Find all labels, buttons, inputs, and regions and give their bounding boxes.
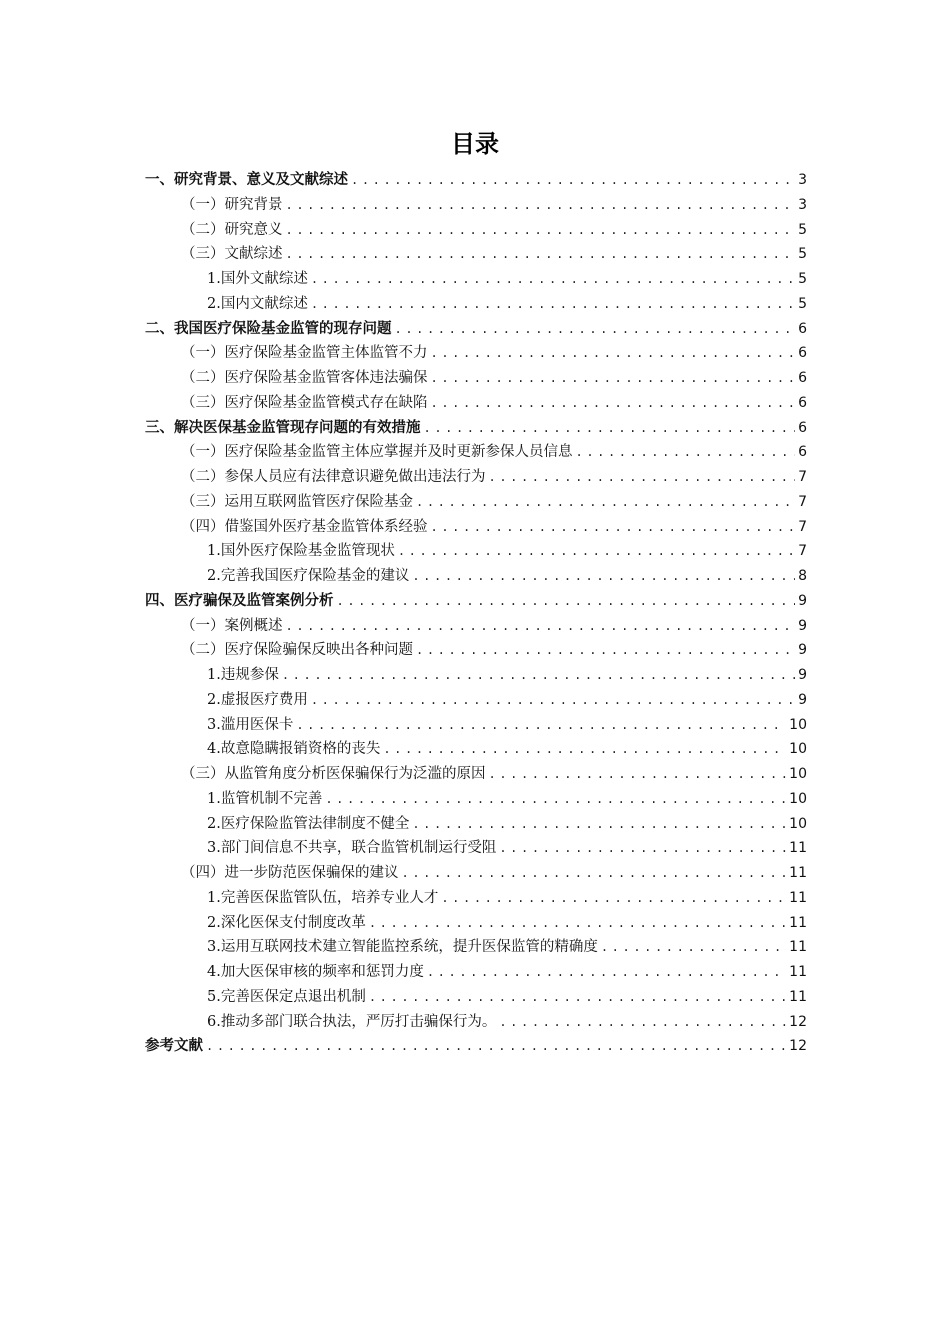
- toc-entry-label: （四）借鉴国外医疗基金监管体系经验: [181, 518, 428, 535]
- toc-entry-label: 5.完善医保定点退出机制: [207, 988, 366, 1005]
- toc-entry-page-number: 6: [798, 320, 807, 337]
- dot-leader: [286, 614, 796, 639]
- dot-leader: [282, 663, 795, 688]
- dot-leader: [431, 515, 796, 540]
- toc-entry[interactable]: [145, 341, 807, 366]
- dot-leader: [286, 218, 796, 243]
- toc-title: 目录: [451, 130, 499, 158]
- toc-entry-label: 2.完善我国医疗保险基金的建议: [207, 568, 410, 584]
- toc-entry[interactable]: [145, 465, 807, 490]
- toc-entry-page-number: 11: [789, 988, 807, 1005]
- toc-entry-page-number: 11: [789, 939, 807, 956]
- toc-entry-page-number: 7: [798, 493, 807, 510]
- toc-entry-page-number: 9: [798, 617, 807, 634]
- dot-leader: [412, 564, 795, 589]
- toc-entry-label: 3.运用互联网技术建立智能监控系统，提升医保监管的精确度: [207, 939, 598, 956]
- toc-entry-page-number: 9: [798, 691, 807, 708]
- toc-entry[interactable]: [145, 886, 807, 911]
- toc-entry[interactable]: [145, 539, 807, 564]
- toc-entry-page-number: 7: [798, 518, 807, 535]
- toc-entry-page-number: 10: [789, 741, 807, 758]
- dot-leader: [369, 911, 786, 936]
- toc-entry-page-number: 7: [798, 543, 807, 560]
- toc-entry[interactable]: [145, 589, 807, 614]
- toc-entry-label: （一）医疗保险基金监管主体应掌握并及时更新参保人员信息: [181, 444, 573, 461]
- toc-entry[interactable]: [145, 935, 807, 960]
- toc-entry-page-number: 10: [789, 766, 807, 782]
- toc-entry-label: 2.医疗保险监管法律制度不健全: [207, 815, 410, 832]
- toc-entry-label: 1.国外文献综述: [207, 271, 308, 287]
- dot-leader: [351, 168, 795, 193]
- toc-entry[interactable]: [145, 812, 807, 837]
- toc-entry[interactable]: [145, 638, 807, 663]
- toc-entry[interactable]: [145, 242, 807, 267]
- toc-entry[interactable]: [145, 267, 807, 292]
- dot-leader: [337, 589, 796, 614]
- toc-entry[interactable]: [145, 985, 807, 1010]
- toc-entry[interactable]: [145, 663, 807, 688]
- toc-entry[interactable]: [145, 688, 807, 713]
- toc-entry-label: （二）研究意义: [181, 221, 283, 238]
- toc-entry[interactable]: [145, 193, 807, 218]
- toc-entry-page-number: 5: [798, 295, 807, 312]
- toc-entry-label: 二、我国医疗保险基金监管的现存问题: [145, 320, 392, 337]
- toc-entry-label: 三、解决医保基金监管现存问题的有效措施: [145, 419, 421, 436]
- toc-entry-page-number: 5: [798, 271, 807, 287]
- toc-entry-page-number: 9: [798, 667, 807, 683]
- toc-entry-page-number: 10: [789, 790, 807, 807]
- toc-entry-page-number: 10: [789, 815, 807, 832]
- toc-entry-label: （一）案例概述: [181, 617, 283, 634]
- toc-entry-label: 四、医疗骗保及监管案例分析: [145, 592, 334, 609]
- dot-leader: [441, 886, 786, 911]
- dot-leader: [398, 539, 795, 564]
- dot-leader: [431, 391, 796, 416]
- dot-leader: [412, 812, 786, 837]
- toc-entry[interactable]: [145, 836, 807, 861]
- toc-entry[interactable]: [145, 1010, 807, 1035]
- toc-entry-page-number: 6: [798, 370, 807, 386]
- toc-entry-label: 1.监管机制不完善: [207, 790, 323, 807]
- toc-entry-label: 3.部门间信息不共享，联合监管机制运行受阻: [207, 840, 497, 857]
- dot-leader: [431, 366, 796, 391]
- toc-entry-page-number: 11: [789, 914, 807, 931]
- toc-entry[interactable]: [145, 960, 807, 985]
- toc-entry-page-number: 12: [789, 1013, 807, 1030]
- toc-entry-label: （一）医疗保险基金监管主体监管不力: [181, 345, 428, 362]
- toc-entry-page-number: 5: [798, 246, 807, 263]
- toc-entry-label: 1.完善医保监管队伍，培养专业人才: [207, 889, 439, 906]
- toc-entry-label: （二）医疗保险基金监管客体违法骗保: [181, 370, 428, 386]
- toc-entry[interactable]: [145, 440, 807, 465]
- toc-entry[interactable]: [145, 861, 807, 886]
- dot-leader: [286, 193, 796, 218]
- toc-entry[interactable]: [145, 515, 807, 540]
- toc-entry-label: 2.深化医保支付制度改革: [207, 914, 366, 931]
- toc-entry-page-number: 5: [798, 221, 807, 238]
- toc-entry-label: 4.故意隐瞒报销资格的丧失: [207, 741, 381, 758]
- toc-entry-label: 1.违规参保: [207, 667, 279, 683]
- dot-leader: [427, 960, 786, 985]
- toc-entry[interactable]: [145, 762, 807, 787]
- dot-leader: [424, 416, 796, 441]
- toc-entry-page-number: 6: [798, 419, 807, 436]
- toc-entry-page-number: 11: [789, 964, 807, 980]
- toc-entry[interactable]: [145, 1034, 807, 1059]
- toc-entry[interactable]: [145, 292, 807, 317]
- toc-entry-page-number: 11: [789, 889, 807, 906]
- toc-entry-label: 2.国内文献综述: [207, 295, 308, 312]
- dot-leader: [576, 440, 796, 465]
- toc-entry[interactable]: [145, 787, 807, 812]
- toc-entry-label: 一、研究背景、意义及文献综述: [145, 172, 348, 188]
- toc-entry-page-number: 9: [798, 642, 807, 659]
- toc-entry-page-number: 12: [789, 1038, 807, 1055]
- toc-entry[interactable]: [145, 218, 807, 243]
- toc-entry-page-number: 11: [789, 840, 807, 857]
- toc-entry-page-number: 9: [798, 592, 807, 609]
- toc-entry[interactable]: [145, 614, 807, 639]
- toc-entry-page-number: 3: [798, 196, 807, 213]
- toc-entry[interactable]: [145, 168, 807, 193]
- dot-leader: [206, 1034, 786, 1059]
- toc-entry-label: （三）从监管角度分析医保骗保行为泛滥的原因: [181, 766, 486, 782]
- toc-entry[interactable]: [145, 391, 807, 416]
- dot-leader: [499, 1010, 786, 1035]
- toc-entry-label: 参考文献: [145, 1038, 203, 1055]
- dot-leader: [489, 465, 796, 490]
- toc-entry-label: 1.国外医疗保险基金监管现状: [207, 543, 395, 560]
- toc-entry-page-number: 6: [798, 345, 807, 362]
- dot-leader: [296, 713, 786, 738]
- toc-entry[interactable]: [145, 564, 807, 589]
- toc-entry[interactable]: [145, 416, 807, 441]
- toc-entry-page-number: 3: [798, 172, 807, 188]
- toc-entry-label: （三）运用互联网监管医疗保险基金: [181, 493, 413, 510]
- dot-leader: [311, 688, 795, 713]
- toc-entry-label: （二）参保人员应有法律意识避免做出违法行为: [181, 469, 486, 485]
- toc-entry-label: 3.滥用医保卡: [207, 716, 294, 733]
- table-of-contents: [145, 168, 807, 1059]
- dot-leader: [499, 836, 786, 861]
- toc-entry-label: 4.加大医保审核的频率和惩罚力度: [207, 964, 424, 980]
- dot-leader: [369, 985, 786, 1010]
- toc-entry-label: 2.虚报医疗费用: [207, 691, 308, 708]
- toc-entry-label: （二）医疗保险骗保反映出各种问题: [181, 642, 413, 659]
- toc-entry[interactable]: [145, 911, 807, 936]
- toc-entry-label: （三）文献综述: [181, 246, 283, 263]
- toc-entry[interactable]: [145, 317, 807, 342]
- dot-leader: [395, 317, 796, 342]
- toc-entry-label: （一）研究背景: [181, 196, 283, 213]
- toc-entry[interactable]: [145, 737, 807, 762]
- toc-entry[interactable]: [145, 490, 807, 515]
- dot-leader: [286, 242, 796, 267]
- toc-entry[interactable]: [145, 713, 807, 738]
- dot-leader: [416, 490, 795, 515]
- toc-entry-label: 6.推动多部门联合执法，严厉打击骗保行为。: [207, 1013, 497, 1030]
- toc-entry-page-number: 6: [798, 444, 807, 461]
- dot-leader: [601, 935, 786, 960]
- dot-leader: [325, 787, 786, 812]
- toc-entry-page-number: 6: [798, 394, 807, 411]
- toc-entry-page-number: 7: [798, 469, 807, 485]
- toc-entry-page-number: 11: [789, 865, 807, 881]
- toc-entry-label: （三）医疗保险基金监管模式存在缺陷: [181, 394, 428, 411]
- toc-entry-page-number: 10: [789, 716, 807, 733]
- dot-leader: [416, 638, 795, 663]
- toc-entry-label: （四）进一步防范医保骗保的建议: [181, 865, 399, 881]
- toc-entry[interactable]: [145, 366, 807, 391]
- dot-leader: [489, 762, 787, 787]
- toc-entry-page-number: 8: [798, 568, 807, 584]
- dot-leader: [402, 861, 787, 886]
- dot-leader: [311, 267, 795, 292]
- dot-leader: [383, 737, 786, 762]
- dot-leader: [431, 341, 796, 366]
- dot-leader: [311, 292, 795, 317]
